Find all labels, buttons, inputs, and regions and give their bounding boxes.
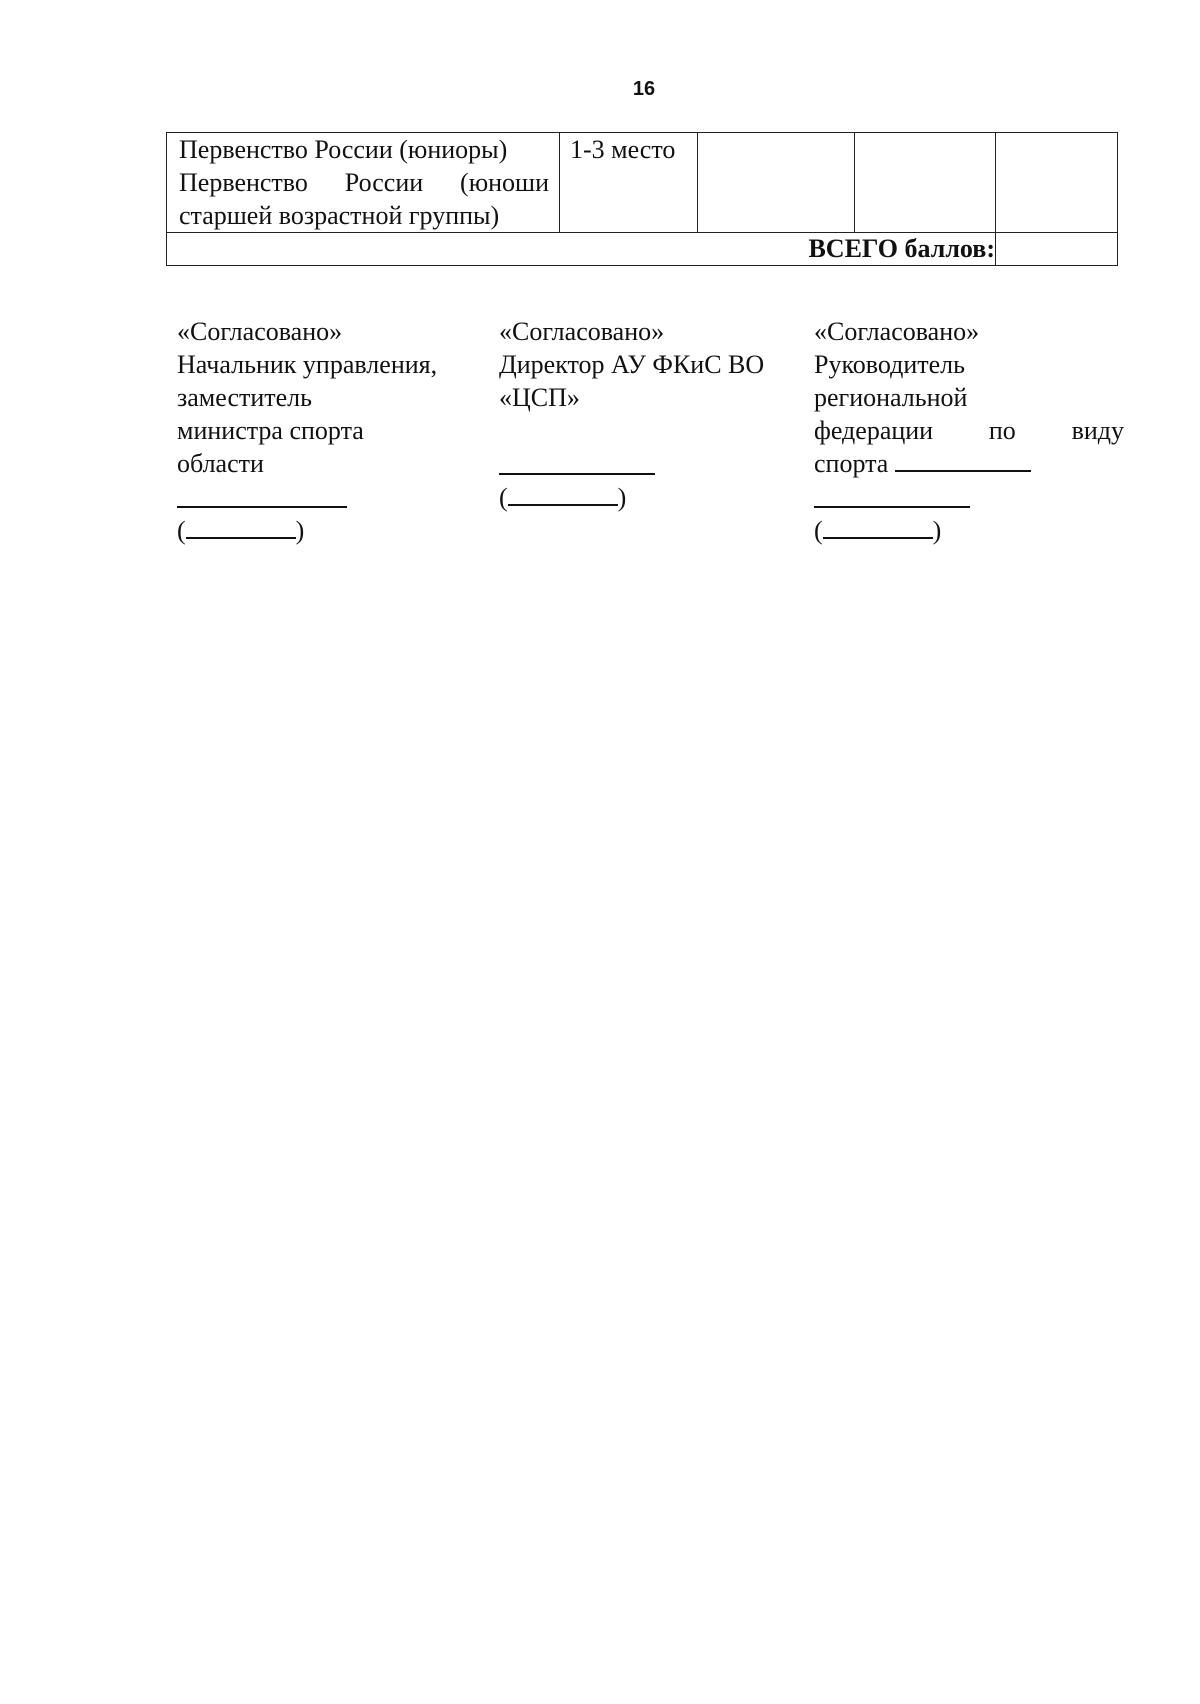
signature-line[interactable] (177, 480, 347, 508)
signature-block-director (499, 315, 799, 514)
approved-label: «Согласовано» (499, 317, 665, 346)
signature-block-ministry (177, 315, 482, 547)
signature-line[interactable] (814, 480, 970, 508)
signature-line-row (177, 480, 482, 513)
signature-line-row (499, 447, 799, 480)
paren-open: ( (499, 483, 508, 512)
name-blank[interactable] (186, 513, 296, 539)
competition-line: Первенство России (юноши (179, 168, 549, 197)
signature-line[interactable] (499, 447, 655, 475)
page-number: 16 (632, 78, 656, 100)
position-line: Руководитель (814, 350, 965, 379)
position-line: региональной (814, 383, 968, 412)
total-label: ВСЕГО баллов: (167, 233, 996, 266)
approved-label: «Согласовано» (177, 317, 343, 346)
total-value-cell (996, 233, 1118, 266)
total-row (167, 233, 1118, 266)
name-blank[interactable] (823, 513, 933, 539)
paren-close: ) (295, 516, 305, 545)
position-line: Начальник управления, (177, 350, 438, 379)
signature-line[interactable] (895, 448, 1031, 472)
name-blank[interactable] (508, 480, 618, 506)
competition-line: Первенство России (юниоры) (179, 135, 508, 164)
position-line: «ЦСП» (499, 383, 580, 412)
position-line: федерации по виду (814, 416, 1124, 445)
table-row (167, 133, 1118, 233)
empty-cell (698, 133, 855, 233)
empty-cell (855, 133, 996, 233)
scoring-table (166, 132, 1118, 266)
paren-close: ) (932, 516, 942, 545)
position-line: Директор АУ ФКиС ВО (499, 350, 765, 379)
name-field[interactable] (814, 513, 1124, 547)
position-line: спорта (814, 449, 889, 478)
position-line: области (177, 449, 264, 478)
competition-cell (167, 133, 560, 233)
competition-line: старшей возрастной группы) (179, 201, 500, 230)
paren-close: ) (617, 483, 627, 512)
place-text: 1-3 место (570, 135, 676, 164)
position-line-with-blank (814, 447, 1124, 480)
signature-line-row (814, 480, 1124, 513)
signature-block-federation (814, 315, 1124, 547)
position-line: министра спорта (177, 416, 364, 445)
paren-open: ( (814, 516, 823, 545)
position-line: заместитель (177, 383, 313, 412)
name-field[interactable] (499, 480, 799, 514)
empty-cell (996, 133, 1118, 233)
paren-open: ( (177, 516, 186, 545)
name-field[interactable] (177, 513, 482, 547)
place-cell (560, 133, 698, 233)
approved-label: «Согласовано» (814, 317, 980, 346)
spacer (499, 414, 799, 447)
